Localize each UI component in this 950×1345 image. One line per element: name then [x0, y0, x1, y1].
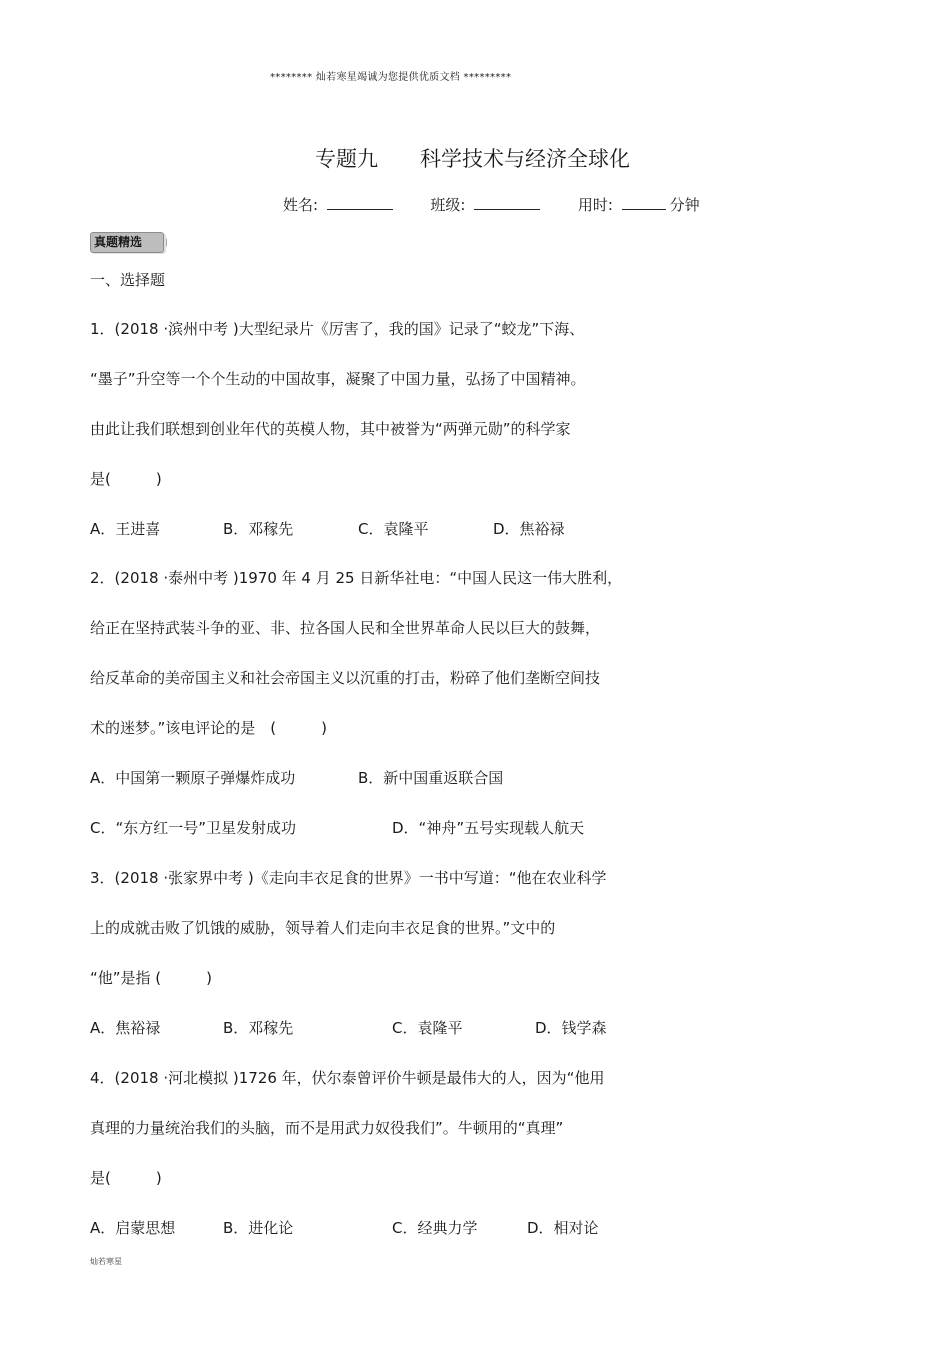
option-a: A．启蒙思想: [90, 1219, 176, 1237]
title-part-1: 专题九: [315, 147, 378, 171]
class-label: 班级:: [430, 196, 466, 214]
section-badge: 真题精选: [90, 232, 164, 253]
option-d: D．相对论: [527, 1219, 599, 1237]
question-line: 上的成就击败了饥饿的威胁，领导着人们走向丰衣足食的世界。”文中的: [90, 919, 556, 937]
option-c: C．袁隆平: [358, 520, 429, 538]
question-line: 给反革命的美帝国主义和社会帝国主义以沉重的打击，粉碎了他们垄断空间技: [90, 669, 601, 687]
footer-note: 灿若寒星: [90, 1257, 122, 1266]
time-blank[interactable]: [622, 195, 666, 210]
option-c: C．经典力学: [392, 1219, 478, 1237]
question-line: 3．(2018 ·张家界中考 )《走向丰衣足食的世界》一书中写道：“他在农业科学: [90, 869, 607, 887]
title-part-2: 科学技术与经济全球化: [420, 147, 630, 171]
page-title: [315, 143, 630, 173]
question-line: 1．(2018 ·滨州中考 )大型纪录片《厉害了，我的国》记录了“蛟龙”下海、: [90, 320, 585, 338]
header-note: ******** 灿若寒星竭诚为您提供优质文档 *********: [270, 72, 512, 83]
time-label: 用时:: [577, 196, 613, 214]
option-a: A．焦裕禄: [90, 1019, 161, 1037]
option-d: D．“神舟”五号实现载人航天: [392, 819, 585, 837]
option-b: B．进化论: [223, 1219, 294, 1237]
question-line: 4．(2018 ·河北模拟 )1726 年，伏尔泰曾评价牛顿是最伟大的人，因为“他用: [90, 1069, 605, 1087]
question-line: 给正在坚持武装斗争的亚、非、拉各国人民和全世界革命人民以巨大的鼓舞，: [90, 619, 601, 637]
question-line: 术的迷梦。”该电评论的是 ( ): [90, 719, 327, 737]
name-blank[interactable]: [327, 195, 393, 210]
option-c: C．“东方红一号”卫星发射成功: [90, 819, 297, 837]
option-d: D．焦裕禄: [493, 520, 565, 538]
question-line: “他”是指 ( ): [90, 969, 213, 987]
option-a: A．王进喜: [90, 520, 161, 538]
option-c: C．袁隆平: [392, 1019, 463, 1037]
section-heading: 一、选择题: [90, 271, 166, 289]
name-label: 姓名:: [283, 196, 319, 214]
question-line: 是( ): [90, 470, 162, 488]
question-line: 2．(2018 ·泰州中考 )1970 年 4 月 25 日新华社电：“中国人民这一伟大胜利，: [90, 569, 623, 587]
option-d: D．钱学森: [535, 1019, 607, 1037]
option-b: B．邓稼先: [223, 520, 294, 538]
time-unit: 分钟: [669, 196, 700, 214]
student-info-line: [283, 194, 700, 215]
option-b: B．邓稼先: [223, 1019, 294, 1037]
option-a: A．中国第一颗原子弹爆炸成功: [90, 769, 296, 787]
question-line: 是( ): [90, 1169, 162, 1187]
question-line: “墨子”升空等一个个生动的中国故事，凝聚了中国力量，弘扬了中国精神。: [90, 370, 586, 388]
question-line: 真理的力量统治我们的头脑，而不是用武力奴役我们”。牛顿用的“真理”: [90, 1119, 564, 1137]
question-line: 由此让我们联想到创业年代的英模人物，其中被誉为“两弹元勋”的科学家: [90, 420, 571, 438]
class-blank[interactable]: [474, 195, 540, 210]
option-b: B．新中国重返联合国: [358, 769, 504, 787]
